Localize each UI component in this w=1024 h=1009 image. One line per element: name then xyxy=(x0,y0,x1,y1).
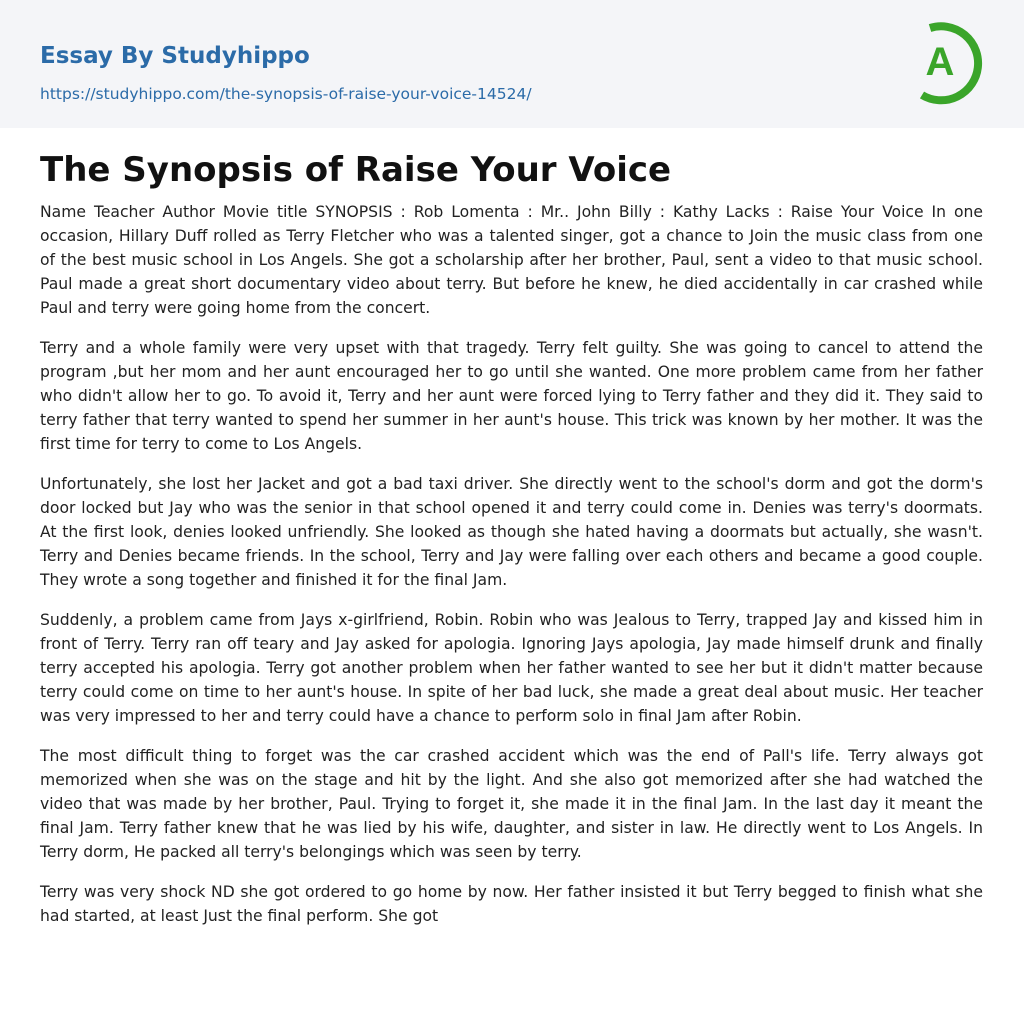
paragraph-1: Name Teacher Author Movie title SYNOPSIS : Rob Lomenta : Mr.. John Billy : Kathy Lacks : Raise Your Voice In one occasion, Hillary Duff rolled as Terry Fletcher who was a talented singer, got a chance to Join the music class from one of the best music school in Los Angels. She got a scholarship after her brother, Paul, sent a video to that music school. Paul made a great short documentary video about terry. But before he knew, he died accidentally in car crashed while Paul and terry were going home from the concert. xyxy=(40,203,983,317)
paragraph-4: Suddenly, a problem came from Jays x-girlfriend, Robin. Robin who was Jealous to Terry, trapped Jay and kissed him in front of Terry. Terry ran off teary and Jay asked for apologia. Ignoring Jays apologia, Jay made himself drunk and finally terry accepted his apologia. Terry got another problem when her father wanted to see her but it didn't matter because terry could come on time to her aunt's house. In spite of her bad luck, she made a great deal about music. Her teacher was very impressed to her and terry could have a chance to perform solo in final Jam after Robin. xyxy=(40,611,983,725)
paragraph-2: Terry and a whole family were very upset with that tragedy. Terry felt guilty. She was going to cancel to attend the program ,but her mom and her aunt encouraged her to go until she wanted. One more problem came from her father who didn't allow her to go. To avoid it, Terry and her aunt were forced lying to Terry father and they did it. They said to terry father that terry wanted to spend her summer in her aunt's house. This trick was known by her mother. It was the first time for terry to come to Los Angels. xyxy=(40,339,983,453)
paragraph-6: Terry was very shock ND she got ordered to go home by now. Her father insisted it but Terry begged to finish what she had started, at least Just the final perform. She got xyxy=(40,883,983,925)
paragraph-5: The most difficult thing to forget was the car crashed accident which was the end of Pall's life. Terry always got memorized when she was on the stage and hit by the light. And she also got memorized after she had watched the video that was made by her brother, Paul. Trying to forget it, she made it in the final Jam. In the last day it meant the final Jam. Terry father knew that he was lied by his wife, daughter, and sister in law. He directly went to Los Angels. In Terry dorm, He packed all terry's belongings which was seen by terry. xyxy=(40,747,983,861)
source-url-link[interactable]: https://studyhippo.com/the-synopsis-of-raise-your-voice-14524/ xyxy=(40,85,532,103)
article xyxy=(40,128,983,944)
logo-letter: A xyxy=(925,40,955,84)
site-header xyxy=(0,0,1024,128)
page-title: The Synopsis of Raise Your Voice xyxy=(40,150,672,190)
brand-title: Essay By Studyhippo xyxy=(40,43,310,69)
paragraph-3: Unfortunately, she lost her Jacket and got a bad taxi driver. She directly went to the school's dorm and got the dorm's door locked but Jay who was the senior in that school opened it and terry could come in. Denies was terry's doormats. At the first look, denies looked unfriendly. She looked as though she hated having a doormats but actually, she wasn't. Terry and Denies became friends. In the school, Terry and Jay were falling over each others and became a good couple. They wrote a song together and finished it for the final Jam. xyxy=(40,475,983,589)
studyhippo-logo-icon[interactable] xyxy=(912,19,986,105)
